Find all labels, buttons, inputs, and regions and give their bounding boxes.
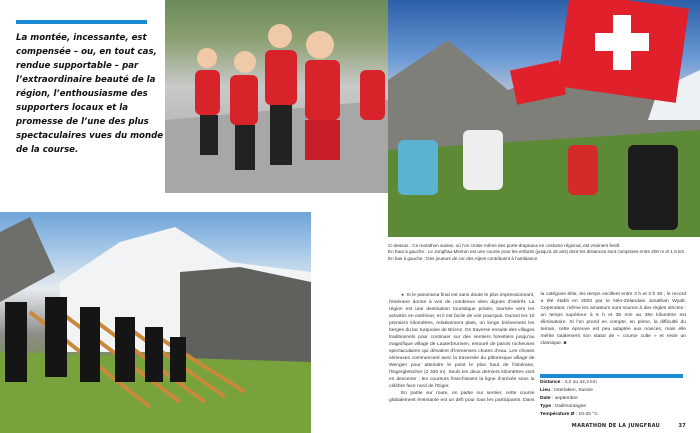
info-location: Lieu : Interlaken, Suisse (540, 388, 594, 393)
info-date: Date : septembre (540, 396, 578, 401)
info-temperature: Température Ø : 10-20 °C (540, 412, 598, 417)
race-info-box (540, 379, 685, 419)
page-number: 37 (678, 423, 686, 429)
photo-flag-bearers (388, 0, 700, 237)
body-paragraph-2: En partie sur route, en partie sur sentier, cette course globalement éreintante est un défi pour tous les participants. Dans la catégorie élite, les temps oscillent entre 3 h et 3 h 30 ; le record a été établi en 2003 par le Néo-Zélandais Jonathan Wyatt. Cependant, même les amateurs sont soumis à des règles strictes : un temps supérieur à 5 h et 35 min au 38e kilomètre est éliminatoire. Si l’on prend en compte, en prime, la difficulté du terrain, cette épreuve est peu adaptée aux novices, mais elle mérite totalement son statut de « course culte » et reste un classique. ■ (389, 292, 686, 403)
photo-kids-race (165, 0, 388, 193)
info-type: Type : trail/montagne (540, 404, 587, 409)
caption-bottom-left: En bas à gauche : Des joueurs de cor des Alpes contribuent à l’ambiance. (388, 255, 539, 261)
info-distance: Distance : 4,2 ou 42,2 km (540, 380, 597, 385)
arrow-bullet-icon: ► (401, 292, 405, 297)
photo-captions (388, 243, 698, 262)
caption-above: Ci-dessus : Ce marathon suisse, où l’on croise même des porte-drapeaux en costume régional, est vraiment festif. (388, 243, 621, 248)
photo-alphorn-players (0, 212, 311, 433)
quote-accent-bar (16, 20, 147, 24)
body-paragraph-1: Si le panorama final est sans doute le plus impressionnant, l’itinéraire donne à voir de nombreux sites dignes d’intérêt. La région est une destination touristique prisée, tournée vers les activités en extérieur, et il est facile de voir pourquoi. Durant les 10 premiers kilomètres, relativement plats, on longe brièvement les berges du lac turquoise de Brienz. On traverse ensuite des villages traditionnels pour continuer sur des sentiers forestiers jusqu’au magnifique village de Lauterbrunnen, entouré de parois rocheuses spectaculaires qui dévalent d’immenses chutes d’eau. Les choses sérieuses commencent avec la traversée du pittoresque village de Wengen pour atteindre le point le plus haut de l’itinéraire, l’Eigergletscher (2 320 m). Seuls les deux derniers kilomètres sont en descente ; les coureurs franchissent la ligne d’arrivée sous la célèbre face nord de l’Eiger. (389, 293, 535, 389)
running-footer-title: MARATHON DE LA JUNGFRAU (571, 423, 660, 429)
info-accent-bar (540, 374, 683, 378)
pull-quote: La montée, incessante, est compensée – ou, en tout cas, rendue supportable – par l’extraordinaire beauté de la région, l’enthousiasme des supporters locaux et la promesse de l’une des plus spectaculaires vues du monde de la course. (16, 33, 164, 155)
caption-top-left: En haut à gauche : Le Jungfrau-Minirun est une course pour les enfants (jusqu’à 16 ans) dont les distances sont comprises entre 200 m et 1,6 km. (388, 249, 686, 255)
